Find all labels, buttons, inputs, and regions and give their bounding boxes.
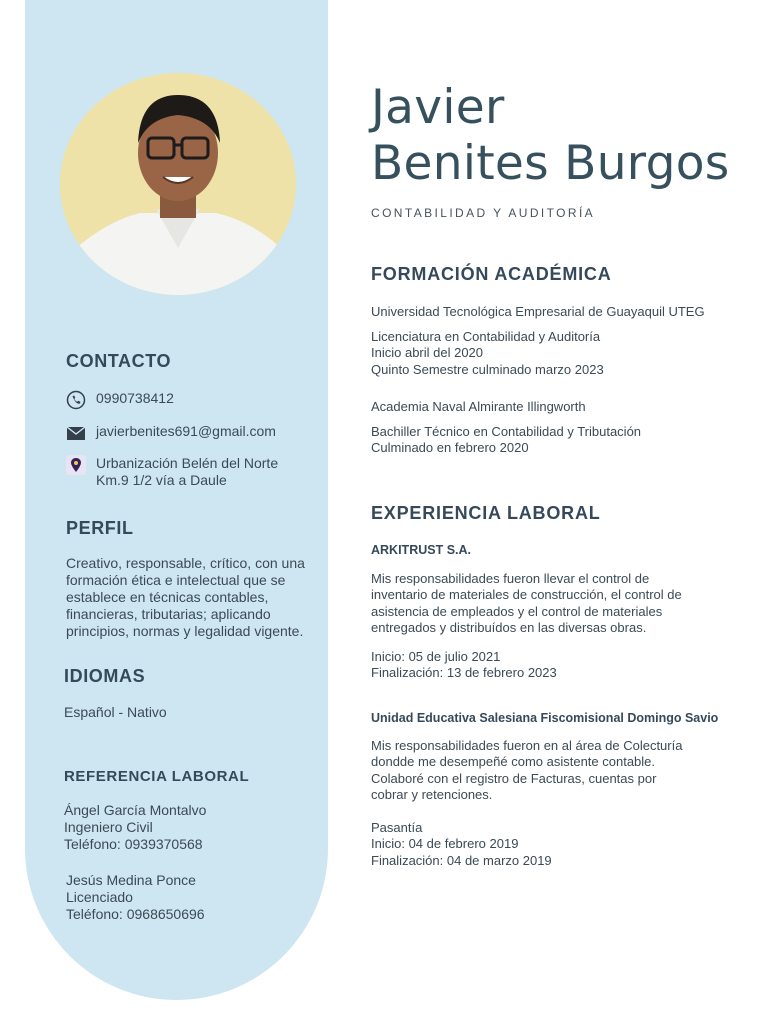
- language-item: Español - Nativo: [64, 704, 167, 720]
- contact-address-text: [96, 455, 278, 489]
- job-description-line: cobrar y retenciones.: [371, 786, 493, 802]
- mail-icon: [66, 423, 86, 443]
- job-date: Inicio: 05 de julio 2021: [371, 649, 501, 664]
- job-dates: [371, 820, 751, 869]
- job-dates: [371, 649, 751, 682]
- contact-heading: CONTACTO: [66, 351, 172, 371]
- job-date: Inicio: 04 de febrero 2019: [371, 836, 519, 852]
- education-institution: Academia Naval Almirante Illingworth: [371, 399, 586, 414]
- profile-line: formación ética e intelectual que se: [66, 572, 286, 588]
- reference-1: [64, 802, 206, 853]
- job-date: Finalización: 13 de febrero 2023: [371, 665, 557, 681]
- languages-heading: IDIOMAS: [64, 666, 146, 686]
- job-company: ARKITRUST S.A.: [371, 543, 471, 557]
- phone-icon: [66, 390, 86, 410]
- job-date: Finalización: 04 de marzo 2019: [371, 852, 552, 868]
- profile-heading: PERFIL: [66, 518, 134, 538]
- education-detail: Licenciatura en Contabilidad y Auditoría: [371, 329, 601, 344]
- job-description-line: Mis responsabilidades fueron llevar el control de: [371, 571, 650, 586]
- job-description-line: Mis responsabilidades fueron en al área de Colecturía: [371, 738, 683, 753]
- reference-title: Ingeniero Civil: [64, 819, 153, 835]
- education-detail: Culminado en febrero 2020: [371, 440, 529, 456]
- reference-phone: Teléfono: 0939370568: [64, 836, 203, 852]
- education-heading: FORMACIÓN ACADÉMICA: [371, 264, 612, 284]
- person-name: [371, 80, 730, 192]
- education-details: [371, 424, 751, 457]
- education-detail: Bachiller Técnico en Contabilidad y Tributación: [371, 424, 642, 439]
- profession-subtitle: CONTABILIDAD Y AUDITORÍA: [371, 206, 596, 220]
- address-line-2: Km.9 1/2 vía a Daule: [96, 472, 227, 488]
- reference-title: Licenciado: [66, 889, 133, 905]
- profile-line: financieras, tributarias; aplicando: [66, 606, 271, 622]
- job-description-line: dondde me desempeñé como asistente contable.: [371, 754, 656, 770]
- profile-photo: [60, 73, 296, 295]
- job-description-line: asistencia de empleados y el control de materiales: [371, 603, 663, 619]
- contact-phone-text: 0990738412: [96, 390, 174, 406]
- education-details: [371, 329, 751, 378]
- profile-text: [66, 555, 305, 640]
- reference-2: [66, 872, 205, 923]
- location-icon: [66, 455, 86, 475]
- contact-phone: [66, 390, 174, 410]
- experience-heading: EXPERIENCIA LABORAL: [371, 503, 601, 523]
- last-name: Benites Burgos: [371, 136, 730, 191]
- contact-address: [66, 455, 278, 489]
- profile-line: establece en técnicas contables,: [66, 589, 269, 605]
- reference-name: Jesús Medina Ponce: [66, 872, 196, 888]
- job-description: [371, 738, 751, 803]
- profile-line: Creativo, responsable, crítico, con una: [66, 555, 305, 571]
- contact-email-text: javierbenites691@gmail.com: [96, 423, 276, 439]
- address-line-1: Urbanización Belén del Norte: [96, 455, 279, 471]
- education-detail: Inicio abril del 2020: [371, 345, 484, 361]
- job-description-line: inventario de materiales de construcción, el control de: [371, 587, 682, 603]
- reference-phone: Teléfono: 0968650696: [66, 906, 205, 922]
- first-name: Javier: [371, 80, 505, 135]
- job-description: [371, 571, 751, 636]
- profile-line: principios, normas y legalidad vigente.: [66, 623, 304, 639]
- job-description-line: entregados y distribuídos en las diversas obras.: [371, 619, 647, 635]
- references-heading: REFERENCIA LABORAL: [64, 768, 250, 785]
- job-company: Unidad Educativa Salesiana Fiscomisional Domingo Savio: [371, 711, 719, 725]
- job-date: Pasantía: [371, 820, 423, 835]
- reference-name: Ángel García Montalvo: [64, 802, 207, 818]
- job-description-line: Colaboré con el registro de Facturas, cuentas por: [371, 770, 657, 786]
- contact-email: [66, 423, 276, 443]
- education-detail: Quinto Semestre culminado marzo 2023: [371, 361, 604, 377]
- education-institution: Universidad Tecnológica Empresarial de Guayaquil UTEG: [371, 304, 705, 319]
